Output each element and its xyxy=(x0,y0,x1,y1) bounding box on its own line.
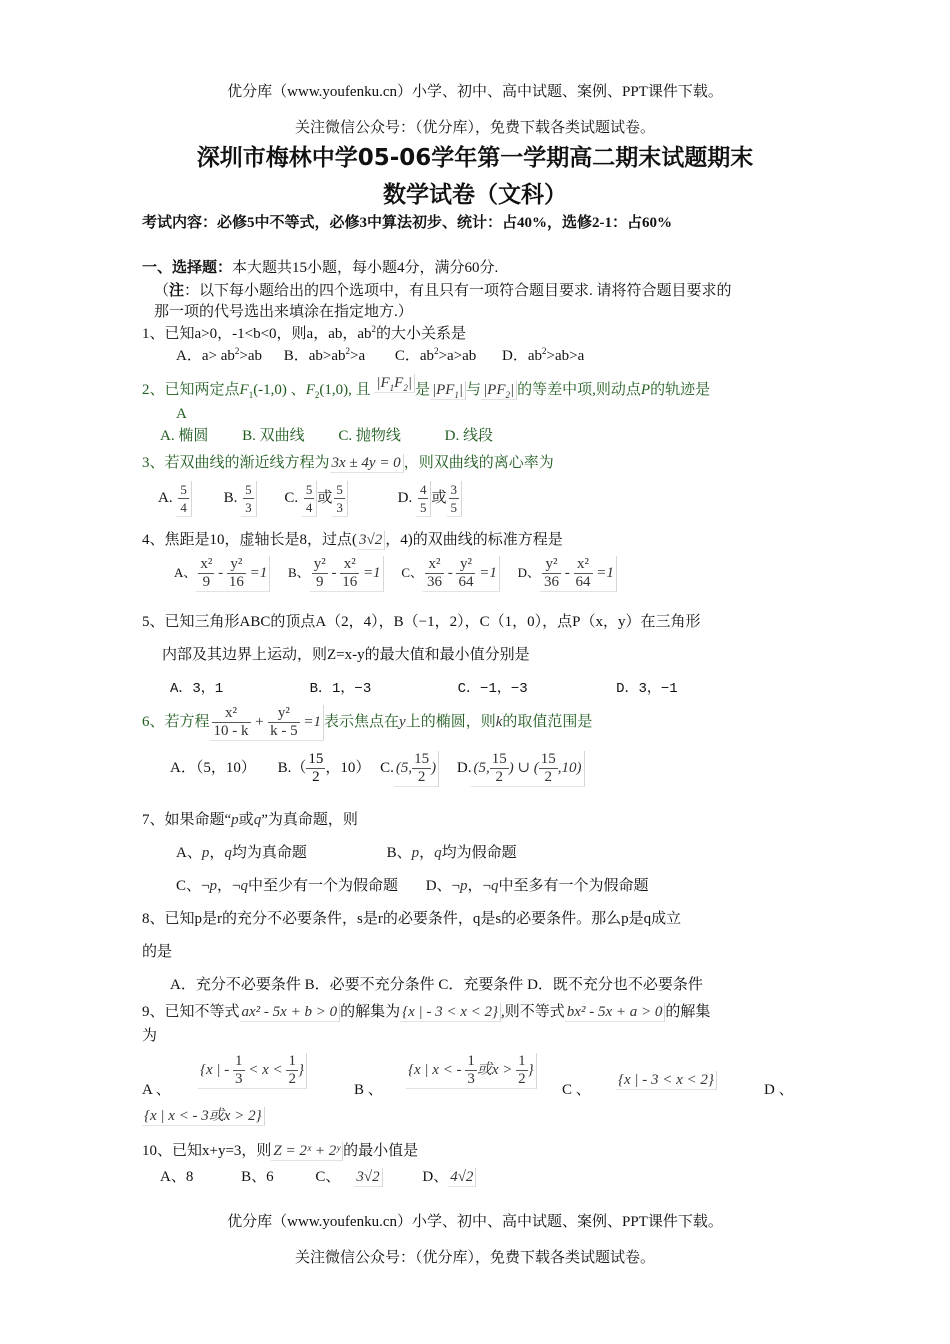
q10-option-c: C、 xyxy=(315,1169,341,1185)
q1-sup: 2 xyxy=(371,324,377,334)
q2-option-d: D. 线段 xyxy=(444,428,493,444)
q7-option-a: A、p，q均为真命题 xyxy=(176,845,307,861)
q2-option-b: B. 双曲线 xyxy=(242,428,305,444)
section-label: 一、选择题： xyxy=(142,260,233,276)
q1-options xyxy=(176,346,584,366)
q9-stem-end: 为 xyxy=(142,1028,158,1044)
q9-option-c: {x | - 3 < x < 2} xyxy=(616,1070,717,1090)
q6-equation: $\frac{\text{x²}}{10 - k}$ + $\frac{\text{y²}}{k - 5}$ =1 xyxy=(210,705,325,741)
q8-line-1: 8、已知p是r的充分不必要条件，s是r的必要条件，q是s的必要条件。那么p是q成立 xyxy=(142,911,682,927)
q5-line-2: 内部及其边界上运动，则Z=x-y的最大值和最小值分别是 xyxy=(162,647,530,663)
q1-option-a: A．$a> ab^2>ab$ xyxy=(176,346,262,364)
q3-options: A. $\frac{5}{4}$ B. $\frac{5}{3}$ C. $\frac{5}{4}$ 或 $\frac{5}{3}$ D. $\frac{4}{5}$ 或 $\frac{3}{5}$ xyxy=(158,480,462,522)
q6-stem: 6、若方程 $\frac{\text{x²}}{10 - k}$ + $\frac{\text{y²}}{k - 5}$ =1 表示焦点在y上的椭圆，则k的取值范围是 xyxy=(142,704,593,739)
q3-asymptote-eq: 3x ± 4y = 0 xyxy=(330,454,404,473)
exam-scope: 考试内容：必修5中不等式，必修3中算法初步、统计：占40%，选修2-1：占60% xyxy=(142,215,672,231)
q9-solution-set: {x | - 3 < x < 2} xyxy=(400,1003,501,1022)
q4-eq-d: $\frac{\text{y²}}{36}$ - $\frac{\text{x²}}{64}$ =1 xyxy=(540,556,617,592)
q5-options xyxy=(170,679,678,699)
q4-option-b: B、 xyxy=(288,565,310,580)
q4-point-x: 3√2 xyxy=(357,531,385,550)
header-line-2: 关注微信公众号：（优分库），免费下载各类试题试卷。 xyxy=(294,120,655,136)
q2-abs-pf2: $|PF_2|$ xyxy=(481,381,517,400)
q5-option-c: C．−1，−3 xyxy=(457,681,528,697)
q3-option-c: C. xyxy=(284,490,299,506)
note-open: （ xyxy=(154,283,170,299)
q1-stem xyxy=(142,324,466,344)
note-text-1: ：以下每小题给出的四个选项中，有且只有一项符合题目要求. 请将符合题目要求的 xyxy=(184,283,732,299)
footer-line-1: 优分库（www.youfenku.cn）小学、初中、高中试题、案例、PPT课件下载。 xyxy=(227,1214,723,1230)
title-line-1: 深圳市梅林中学05-06学年第一学期高二期末试题期末 xyxy=(196,145,754,171)
q1-stem-b: 的大小关系是 xyxy=(376,326,467,342)
q7-option-c: C、¬p，¬q中至少有一个为假命题 xyxy=(176,878,398,894)
q9-option-d-label: D 、 xyxy=(764,1082,794,1098)
q2-options xyxy=(160,426,493,446)
q5-option-b: B．1，−3 xyxy=(309,681,372,697)
q2-f1: F xyxy=(239,382,249,398)
q5-option-a: A．3，1 xyxy=(170,681,224,697)
header-line-1: 优分库（www.youfenku.cn）小学、初中、高中试题、案例、PPT课件下载。 xyxy=(227,84,723,100)
q4-eq-a: $\frac{\text{x²}}{9}$ - $\frac{\text{y²}}{16}$ =1 xyxy=(196,556,270,592)
q3-option-d: D. xyxy=(397,490,413,506)
q7-stem: 7、如果命题“p或q”为真命题，则 xyxy=(142,812,358,828)
q7-option-d: D、¬p，¬q中至多有一个为假命题 xyxy=(425,878,649,894)
footer-line-2: 关注微信公众号：（优分库），免费下载各类试题试卷。 xyxy=(294,1250,655,1266)
q7-options-cd xyxy=(176,876,648,896)
q2-stem-a: 2、已知两定点 xyxy=(142,382,240,398)
title-line-2: 数学试卷（文科） xyxy=(383,182,567,208)
q6-option-c: C. xyxy=(380,760,394,776)
q9-inequality-1: ax² - 5x + b > 0 xyxy=(240,1003,341,1022)
q1-option-c: C．$ab^2>a>ab$ xyxy=(394,346,477,364)
q9-option-d: {x | x < - 3或x > 2} xyxy=(142,1106,265,1126)
q7-options-ab xyxy=(176,843,517,863)
q2-abs-f1f2: $|F_1F_2|$ xyxy=(374,374,415,393)
q2-option-c: C. 抛物线 xyxy=(338,428,401,444)
q3-option-b: B. xyxy=(223,490,238,506)
q4-options xyxy=(174,554,617,596)
section-desc: 本大题共15小题，每小题4分，满分60分. xyxy=(232,260,499,276)
q9-option-b: {x | x < - $\frac{1}{3}$ 或x > $\frac{1}{2}$ } xyxy=(406,1050,537,1094)
q10-stem: 10、已知x+y=3，则 Z = 2ˣ + 2ʸ 的最小值是 xyxy=(142,1143,419,1160)
q6-option-b: B.（ xyxy=(277,760,307,776)
q9-option-b-label: B 、 xyxy=(354,1082,383,1098)
q10-expression: Z = 2ˣ + 2ʸ xyxy=(271,1142,343,1161)
q9-option-a-label: A 、 xyxy=(142,1082,171,1098)
q10-option-d: D、 xyxy=(422,1169,449,1185)
q5-line-1: 5、已知三角形ABC的顶点A（2，4），B（−1，2），C（1，0），点P（x，y）在三角形 xyxy=(142,614,701,630)
q6-options: A．（5，10） B.（ $\frac{15}{2}$ ，10） C. (5, $\frac{15}{2}$ ) D. (5, $\frac{15}{2}$ ) ∪ ( $\frac{15}{2}$ ,10) xyxy=(170,748,585,792)
q8-line-2: 的是 xyxy=(142,944,173,960)
q2-f2: F xyxy=(305,382,315,398)
q4-stem: 4、焦距是10，虚轴长是8，过点( 3√2 ，4)的双曲线的标准方程是 xyxy=(142,532,563,549)
q9-option-c-label: C 、 xyxy=(562,1082,591,1098)
note-label: 注 xyxy=(169,283,185,299)
q2-abs-pf1: $|PF_1|$ xyxy=(430,381,466,400)
q4-option-d: D、 xyxy=(517,565,540,580)
q9-stem: 9、已知不等式 ax² - 5x + b > 0 的解集为 {x | - 3 < x < 2} ,则不等式 bx² - 5x + a > 0 的解集 xyxy=(142,1004,711,1021)
q1-stem-a: 1、已知a>0，-1<b<0，则a，ab，ab xyxy=(142,326,372,342)
q9-inequality-2: bx² - 5x + a > 0 xyxy=(565,1003,666,1022)
q9-option-a: {x | - $\frac{1}{3}$ < x < $\frac{1}{2}$ } xyxy=(198,1050,307,1094)
q2-answer: A xyxy=(176,406,187,422)
section-note-2: 那一项的代号选出来填涂在指定地方.） xyxy=(154,304,413,320)
q5-option-d: D．3，−1 xyxy=(616,681,678,697)
q6-option-d: D. xyxy=(456,760,472,776)
q2-stem: 2、已知两定点$F_1(-1,0)$ 、$F_2(1,0)$, 且 $|F_1F_2|$ 是 $|PF_1|$ 与 $|PF_2|$ 的等差中项,则动点P的轨迹是 xyxy=(142,375,711,401)
q1-option-b: B．$ab>ab^2>a$ xyxy=(283,346,366,364)
q8-options: A．充分不必要条件 B．必要不充分条件 C．充要条件 D．既不充分也不必要条件 xyxy=(170,977,703,993)
q3-option-a: A. xyxy=(158,490,173,506)
q2-option-a: A. 椭圆 xyxy=(160,428,209,444)
q6-option-a: A．（5，10） xyxy=(170,760,256,776)
q7-option-b: B、p，q均为假命题 xyxy=(386,845,517,861)
section-note-1 xyxy=(154,281,732,301)
section-heading xyxy=(142,258,498,278)
q4-option-a: A、 xyxy=(174,565,197,580)
q10-options: A、8 B、6 C、 3√2 D、 4√2 xyxy=(160,1167,476,1187)
q10-option-b: B、6 xyxy=(241,1169,274,1185)
q4-eq-b: $\frac{\text{y²}}{9}$ - $\frac{\text{x²}}{16}$ =1 xyxy=(310,556,384,592)
q1-option-d: D．$ab^2>ab>a$ xyxy=(502,346,585,364)
q4-eq-c: $\frac{\text{x²}}{36}$ - $\frac{\text{y²}}{64}$ =1 xyxy=(423,556,500,592)
q10-option-a: A、8 xyxy=(160,1169,194,1185)
q4-option-c: C、 xyxy=(401,565,423,580)
q3-stem: 3、若双曲线的渐近线方程为 3x ± 4y = 0 ，则双曲线的离心率为 xyxy=(142,455,554,472)
